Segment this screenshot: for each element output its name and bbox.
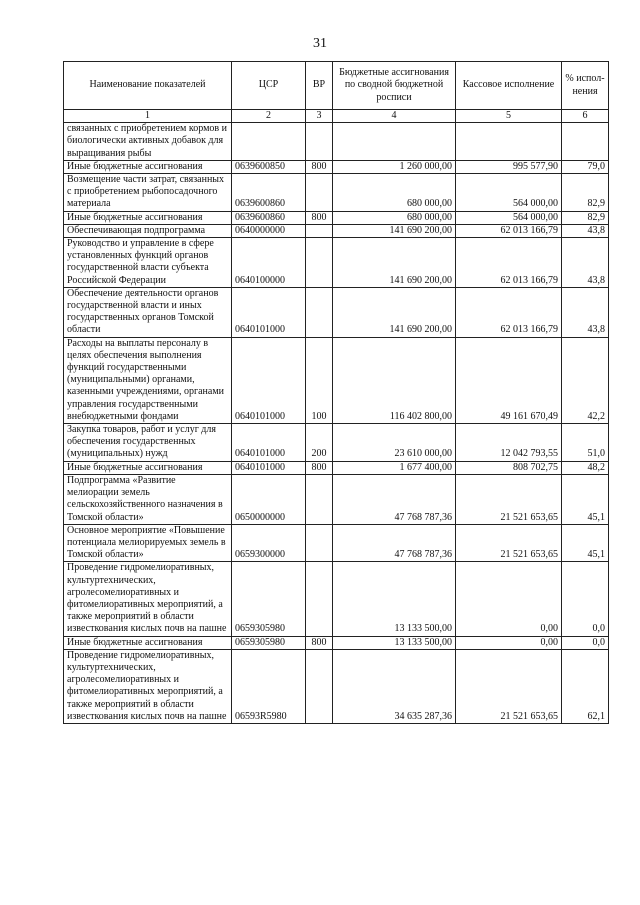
row-execution: 564 000,00 bbox=[456, 211, 562, 224]
row-percent: 45,1 bbox=[562, 474, 609, 524]
row-percent: 43,8 bbox=[562, 238, 609, 288]
table-row bbox=[64, 474, 609, 524]
row-allocation: 141 690 200,00 bbox=[333, 224, 456, 237]
row-vr bbox=[306, 474, 333, 524]
row-vr bbox=[306, 287, 333, 337]
row-csr: 0640100000 bbox=[232, 238, 306, 288]
row-percent bbox=[562, 123, 609, 161]
row-allocation: 13 133 500,00 bbox=[333, 562, 456, 636]
row-vr bbox=[306, 524, 333, 562]
row-name: Обеспечение деятельности органов государственной власти и иных государственных органов Томской области bbox=[64, 287, 232, 337]
table-row bbox=[64, 123, 609, 161]
header-vr: ВР bbox=[306, 62, 333, 110]
header-csr: ЦСР bbox=[232, 62, 306, 110]
row-name: Расходы на выплаты персоналу в целях обеспечения выполнения функций государственными (муниципальными) органами, казенными учреждениями, органами управления государственными внебюджетными фондами bbox=[64, 337, 232, 423]
row-execution: 62 013 166,79 bbox=[456, 224, 562, 237]
row-csr: 0659305980 bbox=[232, 562, 306, 636]
row-allocation: 116 402 800,00 bbox=[333, 337, 456, 423]
row-execution: 62 013 166,79 bbox=[456, 287, 562, 337]
row-percent: 42,2 bbox=[562, 337, 609, 423]
row-vr bbox=[306, 174, 333, 212]
row-name: Возмещение части затрат, связанных с приобретением рыбопосадочного материала bbox=[64, 174, 232, 212]
row-csr: 0639600860 bbox=[232, 174, 306, 212]
row-allocation: 47 768 787,36 bbox=[333, 474, 456, 524]
row-execution bbox=[456, 123, 562, 161]
row-name: Иные бюджетные ассигнования bbox=[64, 211, 232, 224]
row-vr: 800 bbox=[306, 461, 333, 474]
row-name: Подпрограмма «Развитие мелиорации земель сельскохозяйственного назначения в Томской области» bbox=[64, 474, 232, 524]
row-name: Иные бюджетные ассигнования bbox=[64, 461, 232, 474]
row-csr: 0640101000 bbox=[232, 337, 306, 423]
row-name: Проведение гидромелиоративных, культуртехнических, агролесомелиоративных и фитомелиоративных мероприятий, а также мероприятий в области известкования кислых почв на пашне bbox=[64, 562, 232, 636]
row-allocation: 1 260 000,00 bbox=[333, 160, 456, 173]
row-percent: 51,0 bbox=[562, 424, 609, 462]
table-row bbox=[64, 287, 609, 337]
row-execution: 564 000,00 bbox=[456, 174, 562, 212]
row-vr bbox=[306, 123, 333, 161]
row-percent: 79,0 bbox=[562, 160, 609, 173]
table-row bbox=[64, 562, 609, 636]
row-vr: 100 bbox=[306, 337, 333, 423]
row-percent: 48,2 bbox=[562, 461, 609, 474]
column-number: 2 bbox=[232, 110, 306, 123]
row-allocation: 23 610 000,00 bbox=[333, 424, 456, 462]
table-row bbox=[64, 461, 609, 474]
table-row bbox=[64, 224, 609, 237]
row-percent: 82,9 bbox=[562, 211, 609, 224]
header-allocations: Бюджетные ассигнования по сводной бюджетной росписи bbox=[333, 62, 456, 110]
page-number: 31 bbox=[313, 36, 327, 51]
row-percent: 62,1 bbox=[562, 649, 609, 723]
row-allocation: 47 768 787,36 bbox=[333, 524, 456, 562]
row-execution: 12 042 793,55 bbox=[456, 424, 562, 462]
column-number: 5 bbox=[456, 110, 562, 123]
header-name: Наименование показателей bbox=[64, 62, 232, 110]
row-csr: 0640101000 bbox=[232, 461, 306, 474]
row-execution: 995 577,90 bbox=[456, 160, 562, 173]
row-name: Основное мероприятие «Повышение потенциала мелиорируемых земель в Томской области» bbox=[64, 524, 232, 562]
row-allocation: 680 000,00 bbox=[333, 211, 456, 224]
row-csr: 0639600860 bbox=[232, 211, 306, 224]
row-execution: 21 521 653,65 bbox=[456, 524, 562, 562]
row-vr: 200 bbox=[306, 424, 333, 462]
header-execution: Кассовое исполнение bbox=[456, 62, 562, 110]
row-name: связанных с приобретением кормов и биологически активных добавок для выращивания рыбы bbox=[64, 123, 232, 161]
row-csr: 0640101000 bbox=[232, 287, 306, 337]
row-allocation: 141 690 200,00 bbox=[333, 238, 456, 288]
table-row bbox=[64, 174, 609, 212]
row-percent: 45,1 bbox=[562, 524, 609, 562]
header-percent: % испол-нения bbox=[562, 62, 609, 110]
row-execution: 49 161 670,49 bbox=[456, 337, 562, 423]
table-row bbox=[64, 636, 609, 649]
row-name: Руководство и управление в сфере установленных функций органов государственной власти субъекта Российской Федерации bbox=[64, 238, 232, 288]
row-vr bbox=[306, 562, 333, 636]
table-row bbox=[64, 160, 609, 173]
row-percent: 82,9 bbox=[562, 174, 609, 212]
row-vr: 800 bbox=[306, 636, 333, 649]
row-csr: 06593R5980 bbox=[232, 649, 306, 723]
budget-table bbox=[63, 61, 609, 724]
row-name: Закупка товаров, работ и услуг для обеспечения государственных (муниципальных) нужд bbox=[64, 424, 232, 462]
column-number: 4 bbox=[333, 110, 456, 123]
row-vr: 800 bbox=[306, 160, 333, 173]
row-allocation: 34 635 287,36 bbox=[333, 649, 456, 723]
row-csr: 0639600850 bbox=[232, 160, 306, 173]
row-execution: 21 521 653,65 bbox=[456, 474, 562, 524]
row-name: Обеспечивающая подпрограмма bbox=[64, 224, 232, 237]
row-name: Иные бюджетные ассигнования bbox=[64, 160, 232, 173]
column-number: 1 bbox=[64, 110, 232, 123]
row-csr: 0650000000 bbox=[232, 474, 306, 524]
row-allocation: 1 677 400,00 bbox=[333, 461, 456, 474]
table-row bbox=[64, 649, 609, 723]
row-allocation: 680 000,00 bbox=[333, 174, 456, 212]
table-row bbox=[64, 337, 609, 423]
row-execution: 62 013 166,79 bbox=[456, 238, 562, 288]
row-percent: 43,8 bbox=[562, 287, 609, 337]
header-row bbox=[64, 62, 609, 110]
column-number-row bbox=[64, 110, 609, 123]
row-csr: 0659305980 bbox=[232, 636, 306, 649]
table-body bbox=[64, 123, 609, 724]
row-execution: 0,00 bbox=[456, 562, 562, 636]
row-allocation: 141 690 200,00 bbox=[333, 287, 456, 337]
row-name: Проведение гидромелиоративных, культуртехнических, агролесомелиоративных и фитомелиоративных мероприятий, а также мероприятий в области известкования кислых почв на пашне bbox=[64, 649, 232, 723]
row-percent: 43,8 bbox=[562, 224, 609, 237]
row-csr: 0640101000 bbox=[232, 424, 306, 462]
row-allocation bbox=[333, 123, 456, 161]
row-csr: 0659300000 bbox=[232, 524, 306, 562]
row-percent: 0,0 bbox=[562, 562, 609, 636]
row-vr bbox=[306, 238, 333, 288]
row-name: Иные бюджетные ассигнования bbox=[64, 636, 232, 649]
row-allocation: 13 133 500,00 bbox=[333, 636, 456, 649]
row-execution: 0,00 bbox=[456, 636, 562, 649]
row-execution: 21 521 653,65 bbox=[456, 649, 562, 723]
row-percent: 0,0 bbox=[562, 636, 609, 649]
row-csr: 0640000000 bbox=[232, 224, 306, 237]
table-row bbox=[64, 238, 609, 288]
row-vr bbox=[306, 224, 333, 237]
row-vr: 800 bbox=[306, 211, 333, 224]
row-execution: 808 702,75 bbox=[456, 461, 562, 474]
column-number: 3 bbox=[306, 110, 333, 123]
row-vr bbox=[306, 649, 333, 723]
column-number: 6 bbox=[562, 110, 609, 123]
table-row bbox=[64, 524, 609, 562]
table-row bbox=[64, 424, 609, 462]
table-row bbox=[64, 211, 609, 224]
row-csr bbox=[232, 123, 306, 161]
